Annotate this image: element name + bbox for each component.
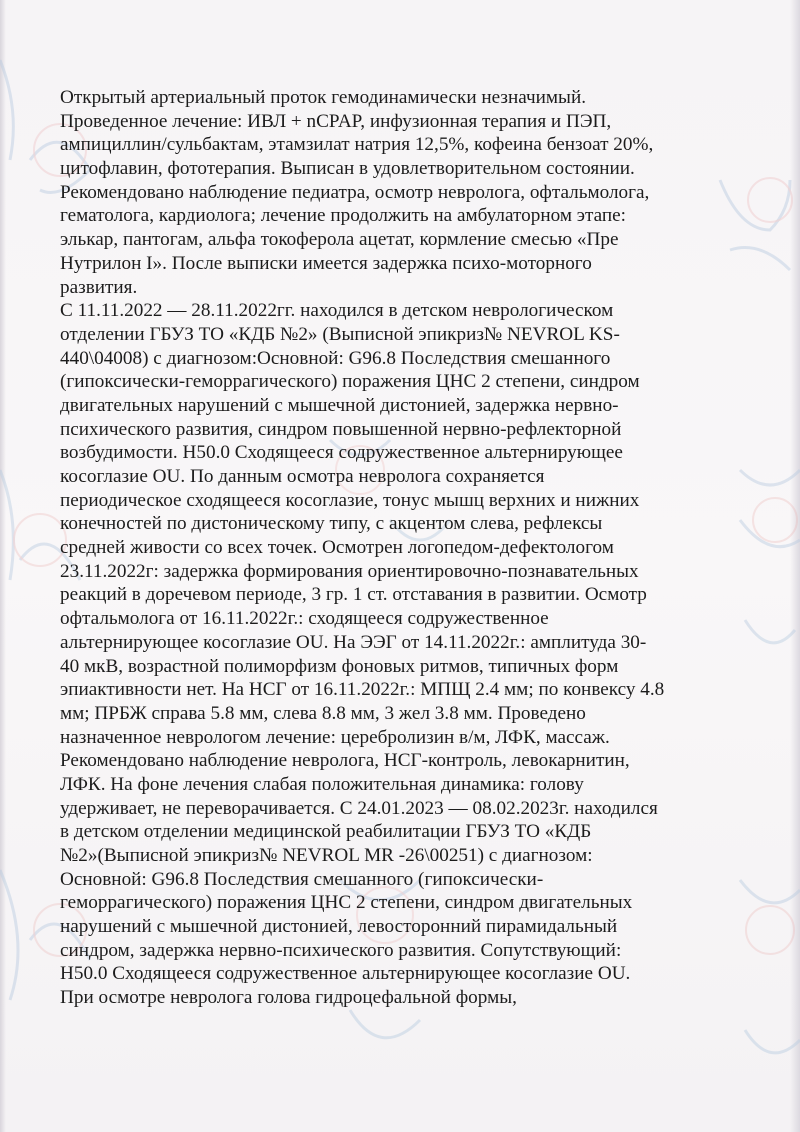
text-line: удерживает, не переворачивается. С 24.01.2023 — 08.02.2023г. находился xyxy=(60,797,658,819)
text-line: (гипоксически-геморрагического) поражения ЦНС 2 степени, синдром xyxy=(60,371,640,393)
text-line: Рекомендовано наблюдение педиатра, осмотр невролога, офтальмолога, xyxy=(60,181,650,203)
text-line: Основной: G96.8 Последствия смешанного (гипоксически- xyxy=(60,868,544,890)
text-line: реакций в доречевом периоде, 3 гр. 1 ст. отставания в развитии. Осмотр xyxy=(60,584,647,606)
text-line: нарушений с мышечной дистонией, левосторонний пирамидальный xyxy=(60,916,618,938)
text-line: двигательных нарушений с мышечной дистонией, задержка нервно- xyxy=(60,394,619,416)
text-line: С 11.11.2022 — 28.11.2022гг. находился в детском неврологическом xyxy=(60,300,614,322)
text-line: 40 мкВ, возрастной полиморфизм фоновых ритмов, типичных форм xyxy=(60,655,619,677)
text-line: геморрагического) поражения ЦНС 2 степени, синдром двигательных xyxy=(60,892,633,914)
text-line: конечностей по дистоническому типу, с акцентом слева, рефлексы xyxy=(60,513,603,535)
text-line: отделении ГБУЗ ТО «КДБ №2» (Выписной эпикриз№ NEVROL KS- xyxy=(60,323,620,345)
text-line: Открытый артериальный проток гемодинамически незначимый. xyxy=(60,87,587,108)
text-line: мм; ПРБЖ справа 5.8 мм, слева 8.8 мм, 3 жел 3.8 мм. Проведено xyxy=(60,702,586,724)
text-line: в детском отделении медицинской реабилитации ГБУЗ ТО «КДБ xyxy=(60,821,592,843)
text-line: средней живости со всех точек. Осмотрен логопедом-дефектологом xyxy=(60,537,614,559)
text-line: ампициллин/сульбактам, этамзилат натрия 12,5%, кофеина бензоат 20%, xyxy=(60,134,654,156)
document-body-text xyxy=(60,86,750,1010)
text-line: гематолога, кардиолога; лечение продолжить на амбулаторном этапе: xyxy=(60,205,626,227)
text-line: элькар, пантогам, альфа токоферола ацетат, кормление смесью «Пре xyxy=(60,229,619,251)
page-edge-shadow-right xyxy=(790,0,800,1132)
text-line: 440\04008) с диагнозом:Основной: G96.8 Последствия смешанного xyxy=(60,347,611,369)
text-line: Нутрилон I». После выписки имеется задержка психо-моторного xyxy=(60,252,592,274)
text-line: 23.11.2022г: задержка формирования ориентировочно-познавательных xyxy=(60,560,639,582)
text-line: периодическое сходящееся косоглазие, тонус мышц верхних и нижних xyxy=(60,489,640,511)
text-line: При осмотре невролога голова гидроцефальной формы, xyxy=(60,987,517,1009)
text-line: эпиактивности нет. На НСГ от 16.11.2022г.: МПЩ 2.4 мм; по конвексу 4.8 xyxy=(60,679,665,701)
text-line: психического развития, синдром повышенной нервно-рефлекторной xyxy=(60,418,622,440)
text-line: H50.0 Сходящееся содружественное альтернирующее косоглазие OU. xyxy=(60,963,631,985)
text-line: Рекомендовано наблюдение невролога, НСГ-контроль, левокарнитин, xyxy=(60,750,630,772)
text-line: синдром, задержка нервно-психического развития. Сопутствующий: xyxy=(60,939,622,961)
text-line: назначенное неврологом лечение: церебролизин в/м, ЛФК, массаж. xyxy=(60,726,610,748)
page-edge-shadow-left xyxy=(0,0,6,1132)
text-line: цитофлавин, фототерапия. Выписан в удовлетворительном состоянии. xyxy=(60,158,635,180)
text-line: Проведенное лечение: ИВЛ + nCPAP, инфузионная терапия и ПЭП, xyxy=(60,110,612,132)
text-line: развития. xyxy=(60,276,138,298)
text-line: альтернирующее косоглазие OU. На ЭЭГ от 14.11.2022г.: амплитуда 30- xyxy=(60,631,647,653)
text-line: №2»(Выписной эпикриз№ NEVROL MR -26\00251) с диагнозом: xyxy=(60,845,593,866)
text-line: офтальмолога от 16.11.2022г.: сходящееся содружественное xyxy=(60,608,549,630)
text-line: косоглазие OU. По данным осмотра невролога сохраняется xyxy=(60,466,545,487)
text-line: ЛФК. На фоне лечения слабая положительная динамика: голову xyxy=(60,773,584,795)
text-line: возбудимости. H50.0 Сходящееся содружественное альтернирующее xyxy=(60,442,623,464)
